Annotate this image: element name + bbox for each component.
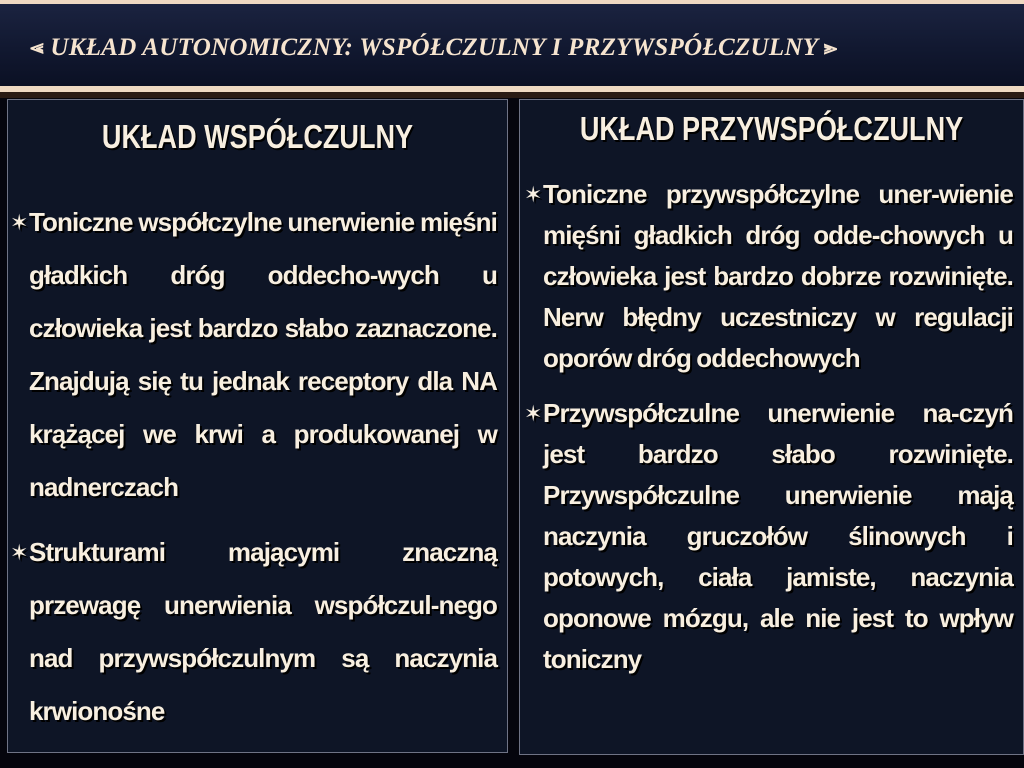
bullet-text: Przywspółczulne unerwienie na-czyń jest bardzo słabo rozwinięte. Przywspółczulne unerwienie mają naczynia gruczołów ślinowych i potowych, ciała jamiste, naczynia oponowe mózgu, ale nie jest to wpływ toniczny <box>543 398 1013 674</box>
parasympathetic-heading: UKŁAD PRZYWSPÓŁCZULNY <box>579 110 964 147</box>
right-arrowhead-icon: ⪢ <box>824 37 838 59</box>
sympathetic-heading: UKŁAD WSPÓŁCZULNY <box>101 118 414 155</box>
title-bar-shadow <box>0 92 1024 98</box>
six-pointed-star-icon: ✶ <box>524 401 542 426</box>
title-bar <box>0 0 1024 92</box>
bullet-text: Strukturami mającymi znaczną przewagę unerwienia współczul-nego nad przywspółczulnym są naczynia krwionośne <box>29 537 497 726</box>
parasympathetic-bullet <box>520 393 1023 680</box>
bullet-text: Toniczne przywspółczylne uner-wienie mięśni gładkich dróg odde-chowych u człowieka jest bardzo dobrze rozwinięte. Nerw błędny uczestniczy w regulacji oporów dróg oddechowych <box>543 179 1013 373</box>
bullet-text: Toniczne współczylne unerwienie mięśni gładkich dróg oddecho-wych u człowieka jest bardzo słabo zaznaczone. Znajdują się tu jednak receptory dla NA krążącej we krwi a produkowanej w nadnerczach <box>29 207 497 502</box>
slide-title-text: UKŁAD AUTONOMICZNY: WSPÓŁCZULNY I PRZYWSPÓŁCZULNY <box>50 34 818 61</box>
parasympathetic-bullet <box>520 174 1023 379</box>
six-pointed-star-icon: ✶ <box>10 210 28 235</box>
six-pointed-star-icon: ✶ <box>10 540 28 565</box>
sympathetic-bullet <box>8 196 507 514</box>
parasympathetic-bullet-list <box>520 174 1023 694</box>
sympathetic-bullet <box>8 526 507 738</box>
sympathetic-bullet-list <box>8 196 507 750</box>
six-pointed-star-icon: ✶ <box>524 182 542 207</box>
sympathetic-panel <box>7 99 508 753</box>
parasympathetic-panel <box>519 99 1024 755</box>
slide-title <box>30 34 1024 62</box>
left-arrowhead-icon: ⪡ <box>30 37 44 59</box>
